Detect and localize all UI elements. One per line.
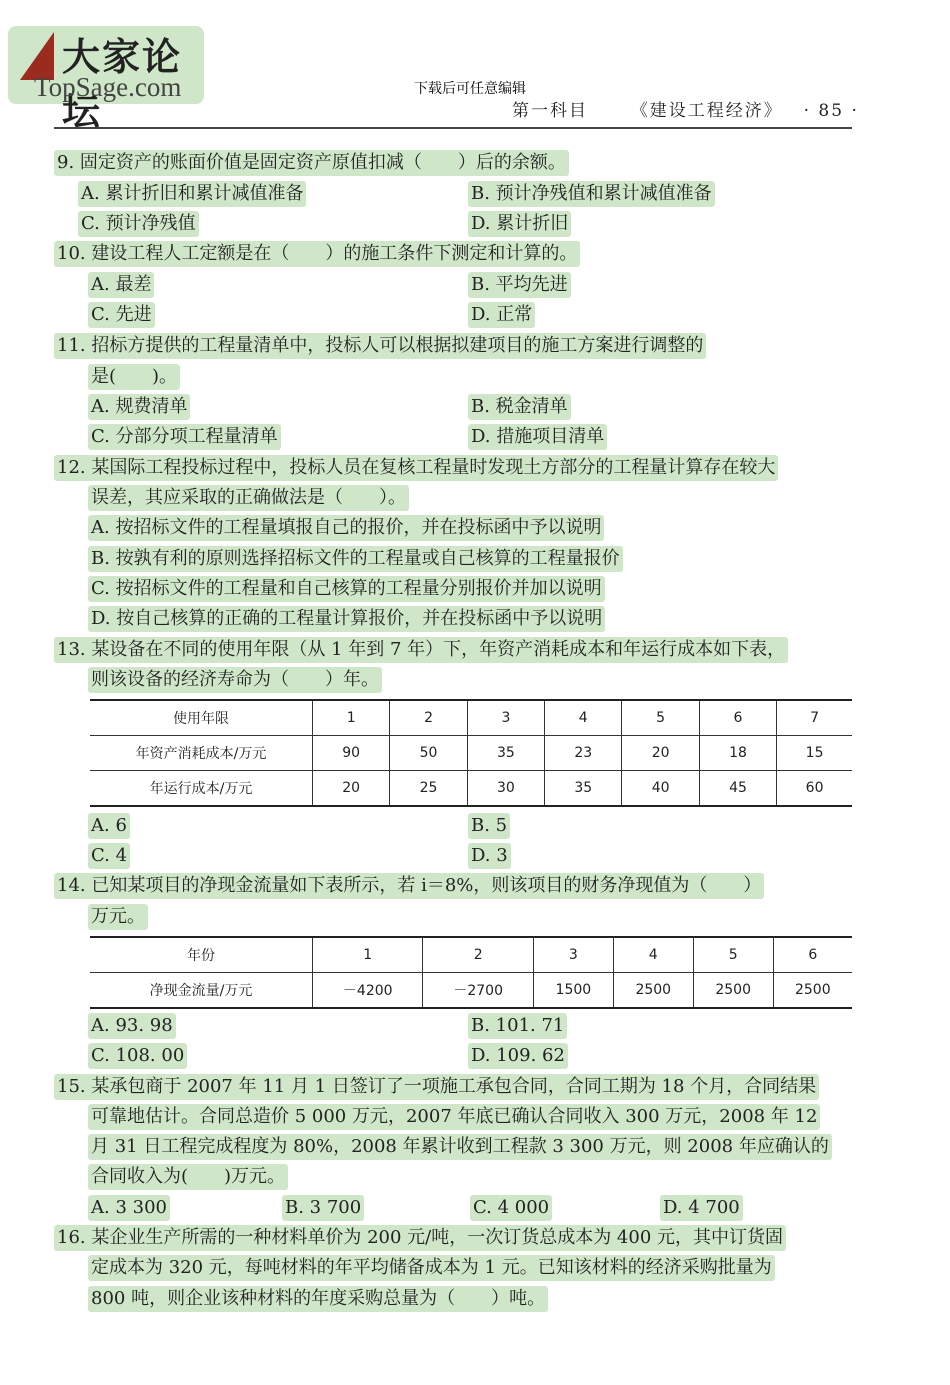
- question-15-stem-line3: 月 31 日工程完成程度为 80%，2008 年累计收到工程款 3 300 万元，则 2008 年应确认的: [88, 1134, 832, 1160]
- table-cell: 2500: [613, 973, 693, 1009]
- table-cell: 1: [313, 700, 390, 736]
- table-row: [90, 771, 852, 807]
- q14-option-d: D. 109. 62: [468, 1043, 568, 1069]
- q10-option-a: A. 最差: [88, 272, 154, 298]
- logo-chinese-text: 大家论坛: [62, 34, 183, 134]
- q9-option-a: A. 累计折旧和累计减值准备: [78, 181, 306, 207]
- question-16-stem-line3: 800 吨，则企业该种材料的年度采购总量为（ ）吨。: [88, 1286, 548, 1312]
- table-cell: 23: [545, 736, 622, 771]
- table-cell: 5: [693, 937, 773, 973]
- q9-option-d: D. 累计折旧: [468, 211, 571, 237]
- q12-option-a: A. 按招标文件的工程量填报自己的报价，并在投标函中予以说明: [88, 515, 604, 541]
- q12-option-c: C. 按招标文件的工程量和自己核算的工程量分别报价并加以说明: [88, 576, 605, 602]
- table-cell: 40: [622, 771, 699, 807]
- table-cell: 5: [622, 700, 699, 736]
- table-cell: 25: [390, 771, 467, 807]
- service-life-cost-table: [90, 699, 852, 807]
- q15-option-b: B. 3 700: [282, 1195, 364, 1221]
- table-row: [90, 700, 852, 736]
- table-cell: 30: [467, 771, 544, 807]
- table-cell: 2500: [794, 982, 831, 998]
- table-cell: 3: [533, 937, 613, 973]
- table-cell: 年份: [90, 937, 313, 973]
- q13-option-d: D. 3: [468, 843, 511, 869]
- question-13-stem-line1: 13. 某设备在不同的使用年限（从 1 年到 7 年）下，年资产消耗成本和年运行成本如下表，: [54, 637, 788, 663]
- table-cell: －2700: [423, 973, 533, 1009]
- page-header: [512, 96, 859, 121]
- question-16-stem-line1: 16. 某企业生产所需的一种材料单价为 200 元/吨，一次订货总成本为 400 元，其中订货固: [54, 1225, 786, 1251]
- table-row: [90, 736, 852, 771]
- table-cell: 6: [699, 700, 776, 736]
- q9-option-b: B. 预计净残值和累计减值准备: [468, 181, 715, 207]
- table-cell: 年运行成本/万元: [90, 771, 313, 807]
- q11-option-b: B. 税金清单: [468, 394, 571, 420]
- q13-option-a: A. 6: [88, 813, 130, 839]
- q14-option-a: A. 93. 98: [88, 1013, 176, 1039]
- table-cell: 20: [622, 736, 699, 771]
- table-cell: 6: [808, 947, 818, 963]
- q15-option-c: C. 4 000: [470, 1195, 552, 1221]
- table-cell: 1: [313, 937, 423, 973]
- table-cell: 4: [613, 937, 693, 973]
- table-cell: －4200: [313, 973, 423, 1009]
- q11-option-c: C. 分部分项工程量清单: [88, 424, 281, 450]
- site-logo: [8, 26, 204, 134]
- table-cell: 15: [805, 745, 824, 761]
- table-cell: 18: [699, 736, 776, 771]
- table-cell: 35: [467, 736, 544, 771]
- q13-option-c: C. 4: [88, 843, 130, 869]
- table-cell: 45: [699, 771, 776, 807]
- table-cell: 20: [313, 771, 390, 807]
- question-11-stem-line1: 11. 招标方提供的工程量清单中，投标人可以根据拟建项目的施工方案进行调整的: [54, 333, 706, 359]
- q9-option-c: C. 预计净残值: [78, 211, 199, 237]
- question-16-stem-line2: 定成本为 320 元，每吨材料的年平均储备成本为 1 元。已知该材料的经济采购批量为: [88, 1255, 775, 1281]
- q15-option-a: A. 3 300: [88, 1195, 170, 1221]
- net-cash-flow-table: [90, 936, 852, 1009]
- q11-option-d: D. 措施项目清单: [468, 424, 607, 450]
- page-number: · 85 ·: [803, 101, 859, 121]
- table-cell: 净现金流量/万元: [90, 973, 313, 1009]
- table-cell: 60: [805, 780, 824, 796]
- table-cell: 50: [390, 736, 467, 771]
- table-cell: 35: [545, 771, 622, 807]
- table-row: [90, 937, 852, 973]
- question-14-stem-line2: 万元。: [88, 904, 148, 930]
- q14-option-b: B. 101. 71: [468, 1013, 567, 1039]
- question-9-stem: 9. 固定资产的账面价值是固定资产原值扣减（ ）后的余额。: [54, 150, 569, 176]
- q14-option-c: C. 108. 00: [88, 1043, 187, 1069]
- question-14-stem-line1: 14. 已知某项目的净现金流量如下表所示，若 i＝8%，则该项目的财务净现值为（ ）: [54, 873, 764, 899]
- header-book-title: 《建设工程经济》: [630, 101, 783, 121]
- table-cell: 2: [423, 937, 533, 973]
- logo-english-text: TopSage.com: [34, 72, 182, 102]
- table-cell: 年资产消耗成本/万元: [90, 736, 313, 771]
- table-row: [90, 973, 852, 1009]
- q12-option-b: B. 按孰有利的原则选择招标文件的工程量或自己核算的工程量报价: [88, 546, 623, 572]
- q15-option-d: D. 4 700: [660, 1195, 743, 1221]
- header-subject: 第一科目: [512, 101, 588, 121]
- q13-option-b: B. 5: [468, 813, 510, 839]
- question-12-stem-line1: 12. 某国际工程投标过程中，投标人员在复核工程量时发现土方部分的工程量计算存在较大: [54, 455, 778, 481]
- q10-option-d: D. 正常: [468, 302, 535, 328]
- question-15-stem-line4: 合同收入为( )万元。: [88, 1164, 288, 1190]
- question-10-stem: 10. 建设工程人工定额是在（ ）的施工条件下测定和计算的。: [54, 241, 580, 267]
- q12-option-d: D. 按自己核算的正确的工程量计算报价，并在投标函中予以说明: [88, 606, 605, 632]
- q11-option-a: A. 规费清单: [88, 394, 190, 420]
- table-cell: 2: [390, 700, 467, 736]
- question-15-stem-line1: 15. 某承包商于 2007 年 11 月 1 日签订了一项施工承包合同，合同工期为 18 个月，合同结果: [54, 1074, 819, 1100]
- header-divider: [54, 127, 852, 129]
- table-cell: 1500: [533, 973, 613, 1009]
- question-15-stem-line2: 可靠地估计。合同总造价 5 000 万元，2007 年底已确认合同收入 300 万元，2008 年 12: [88, 1104, 820, 1130]
- table-cell: 3: [467, 700, 544, 736]
- q10-option-c: C. 先进: [88, 302, 155, 328]
- q10-option-b: B. 平均先进: [468, 272, 571, 298]
- question-11-stem-line2: 是( )。: [88, 364, 180, 390]
- table-cell: 90: [313, 736, 390, 771]
- question-13-stem-line2: 则该设备的经济寿命为（ ）年。: [88, 667, 382, 693]
- table-cell: 7: [810, 710, 820, 726]
- table-cell: 4: [545, 700, 622, 736]
- table-cell: 2500: [693, 973, 773, 1009]
- question-12-stem-line2: 误差，其应采取的正确做法是（ ）。: [88, 485, 409, 511]
- table-cell: 使用年限: [90, 700, 313, 736]
- download-note: 下载后可任意编辑: [414, 81, 526, 97]
